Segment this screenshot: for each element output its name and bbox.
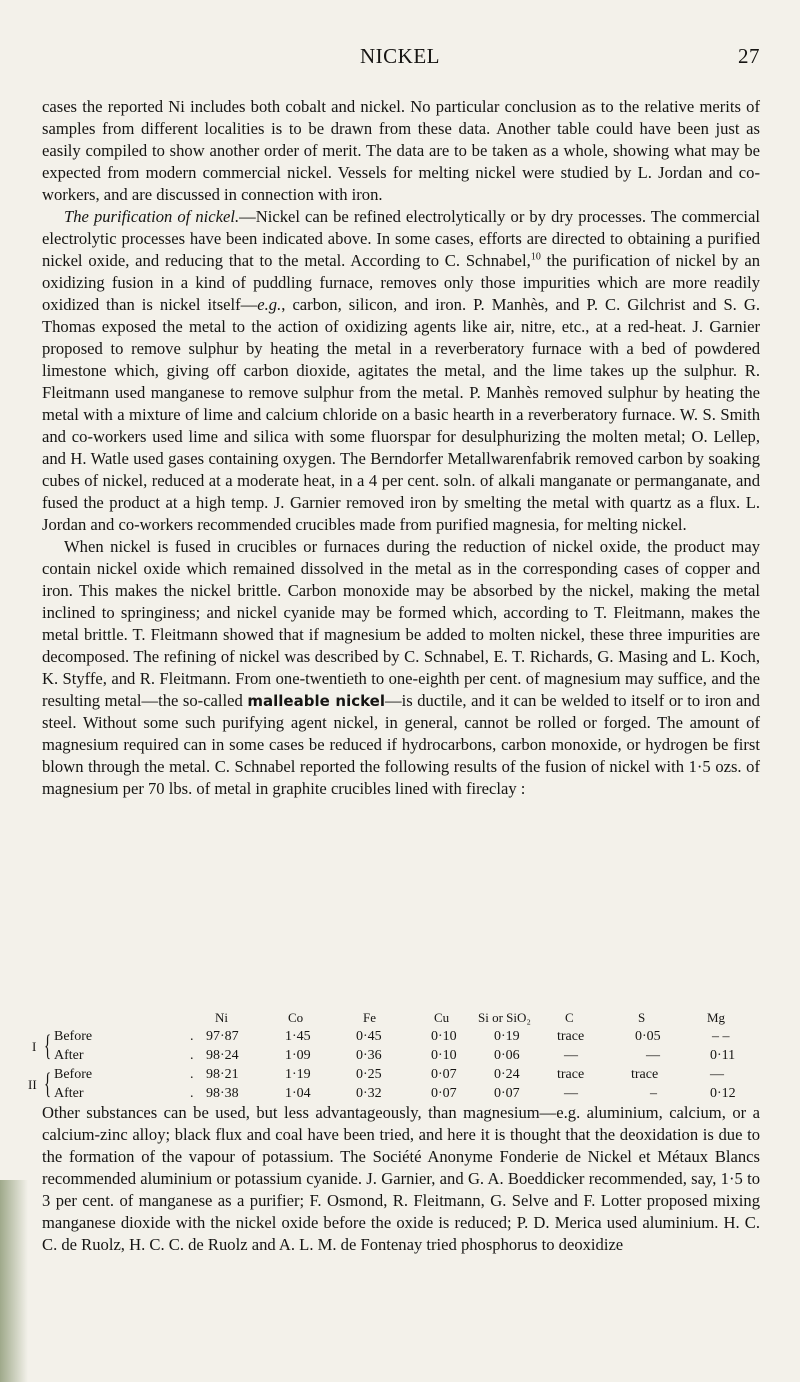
table-row — [42, 1046, 760, 1065]
row-label: After — [54, 1086, 84, 1101]
page-number: 27 — [738, 44, 760, 68]
cell: 0·12 — [710, 1086, 736, 1101]
cell: 0·36 — [356, 1048, 382, 1063]
cell: 0·25 — [356, 1067, 382, 1082]
cell: 97·87 — [206, 1029, 239, 1044]
table-row — [42, 1027, 760, 1046]
cell: – — [650, 1086, 657, 1101]
cell: trace — [631, 1067, 659, 1082]
cell: 1·04 — [285, 1086, 311, 1101]
paragraph-2-eg: e.g. — [257, 295, 282, 314]
section-heading-purification: The purification of nickel. — [64, 207, 240, 226]
cell: 1·09 — [285, 1048, 311, 1063]
cell: 0·06 — [494, 1048, 520, 1063]
cell: 0·11 — [710, 1048, 736, 1063]
cell: 0·24 — [494, 1067, 520, 1082]
leader-dot: . — [190, 1029, 194, 1044]
running-header — [40, 44, 760, 74]
cell: 0·10 — [431, 1029, 457, 1044]
malleable-nickel-term: malleable nickel — [247, 692, 385, 710]
table-group-1 — [32, 1027, 760, 1065]
cell: 98·21 — [206, 1067, 239, 1082]
paragraph-2-text-c: , carbon, silicon, and iron. P. Manhès, and P. C. Gilchrist and S. G. Thomas exposed the metal to the action of oxidizing agents like air, nitre, etc., at a red-heat. J. Garnier proposed to remove sulphur by heating the metal in a reverberatory furnace with a bed of powdered limestone which, giving off carbon dioxide, agitates the metal, and the lime takes up the sulphur. R. Fleitmann used manganese to remove sulphur from the metal. P. Manhès removed sulphur by heating the metal with a mixture of lime and calcium chloride on a basic hearth in a reverberatory furnace. W. S. Smith and co-workers used lime and silica with some fluorspar for desulphurizing the molten metal; O. Lellep, and H. Watle used gases containing oxygen. The Berndorfer Metallwarenfabrik removed carbon by soaking cubes of nickel, reduced at a moderate heat, in a 4 per cent. soln. of alkali manganate or permanganate, and fused the product at a high temp. J. Garnier removed iron by smelting the metal with quartz as a flux. L. Jordan and co-workers recommended crucibles made from purified magnesia, for melting nickel. — [42, 295, 761, 534]
paragraph-1: cases the reported Ni includes both cobalt and nickel. No particular conclusion as to the relative merits of samples from different localities is to be drawn from these data. Another table could have been just as easily compiled to show another order of merit. The data are to be taken as a whole, showing what may be expected from modern commercial nickel. Vessels for melting nickel were studied by L. Jordan and co-workers, and are discussed in connection with iron. — [42, 97, 760, 204]
cell: trace — [557, 1029, 585, 1044]
paragraph-3 — [42, 536, 760, 800]
fusion-results-table — [28, 1008, 760, 1103]
cell: — — [646, 1048, 660, 1063]
table-row — [42, 1065, 760, 1084]
cell: 0·07 — [431, 1086, 457, 1101]
continuation-text — [42, 1102, 760, 1256]
brace-icon: { — [44, 1029, 52, 1062]
brace-icon: { — [44, 1067, 52, 1100]
cell: – – — [712, 1029, 730, 1044]
paragraph-3-text-a: When nickel is fused in crucibles or furnaces during the reduction of nickel oxide, the product may contain nickel oxide which remained dissolved in the metal as in the corresponding cases of copper and iron. This makes the nickel brittle. Carbon monoxide may be absorbed by the nickel, making the metal inclined to springiness; and nickel cyanide may be formed which, according to T. Fleitmann, makes the metal brittle. T. Fleitmann showed that if magnesium be added to molten nickel, these three impurities are decomposed. The refining of nickel was described by C. Schnabel, E. T. Richards, G. Masing and L. Koch, K. Styffe, and R. Fleitmann. From one-twentieth to one-eighth per cent. of magnesium may suffice, and the resulting metal—the so-called — [42, 537, 760, 710]
table-group-2 — [28, 1065, 760, 1103]
row-label: Before — [54, 1067, 93, 1082]
cell: — — [710, 1067, 724, 1082]
cell: 1·45 — [285, 1029, 311, 1044]
group-label: II — [28, 1077, 37, 1092]
col-header: Ni — [215, 1010, 228, 1025]
cell: 98·38 — [206, 1086, 239, 1101]
col-header: Mg — [707, 1010, 726, 1025]
table-header-row — [42, 1008, 760, 1027]
cell: 0·07 — [494, 1086, 520, 1101]
col-header: Si or SiO₂ — [478, 1010, 531, 1025]
cell: trace — [557, 1067, 585, 1082]
cell: 0·32 — [356, 1086, 382, 1101]
row-label: Before — [54, 1029, 93, 1044]
paragraph-2 — [42, 206, 760, 536]
leader-dot: . — [190, 1067, 194, 1082]
cell: 0·07 — [431, 1067, 457, 1082]
footnote-ref-10[interactable]: 10 — [530, 251, 541, 263]
cell: 0·10 — [431, 1048, 457, 1063]
main-text — [42, 96, 760, 800]
row-label: After — [54, 1048, 84, 1063]
cell: 98·24 — [206, 1048, 239, 1063]
leader-dot: . — [190, 1086, 194, 1101]
col-header: Co — [288, 1010, 304, 1025]
page-edge-shadow — [0, 1180, 28, 1382]
cell: — — [564, 1048, 578, 1063]
group-label: I — [32, 1039, 37, 1054]
paragraph-2-text-a: —Nickel can be refined electrolytically or by dry processes. The commercial electrolytic processes have been indicated above. In some cases, efforts are directed to obtaining a purified nickel oxide, and reducing that to the metal. According to C. Schnabel, — [42, 207, 760, 270]
header-title: NICKEL — [360, 44, 440, 68]
col-header: S — [638, 1010, 646, 1025]
col-header: C — [565, 1010, 574, 1025]
cell: — — [564, 1086, 578, 1101]
paragraph-4: Other substances can be used, but less advantageously, than magnesium—e.g. aluminium, calcium, or a calcium-zinc alloy; black flux and coal have been tried, and here it is thought that the deoxidation is due to the formation of the vapour of potassium. The Société Anonyme Fonderie de Nickel et Métaux Blancs recommended aluminium or potassium cyanide. J. Garnier, and G. A. Boeddicker recommended, say, 1·5 to 3 per cent. of manganese as a purifier; F. Osmond, R. Fleitmann, G. Selve and F. Lotter proposed mixing manganese dioxide with the nickel oxide before the oxide is reduced; P. D. Merica used aluminium. H. C. C. de Ruolz, H. C. C. de Ruolz and A. L. M. de Fontenay tried phosphorus to deoxidize — [42, 1103, 760, 1254]
leader-dot: . — [190, 1048, 194, 1063]
cell: 0·45 — [356, 1029, 382, 1044]
col-header: Fe — [363, 1010, 376, 1025]
col-header: Cu — [434, 1010, 450, 1025]
table-row — [42, 1084, 760, 1103]
cell: 0·19 — [494, 1029, 520, 1044]
paragraph-3-text-b: —is ductile, and it can be welded to itself or to iron and steel. Without some such purifying agent nickel, in general, cannot be rolled or forged. The amount of magnesium required can in some cases be reduced if hydrocarbons, carbon monoxide, or hydrogen be first blown through the metal. C. Schnabel reported the following results of the fusion of nickel with 1·5 ozs. of magnesium per 70 lbs. of metal in graphite crucibles lined with fireclay : — [42, 691, 760, 798]
paragraph-2-text-b: the purification of nickel by an oxidizing fusion in a kind of puddling furnace, removes only those impurities which are more readily oxidized than is nickel itself— — [42, 251, 760, 314]
cell: 0·05 — [635, 1029, 661, 1044]
cell: 1·19 — [285, 1067, 311, 1082]
